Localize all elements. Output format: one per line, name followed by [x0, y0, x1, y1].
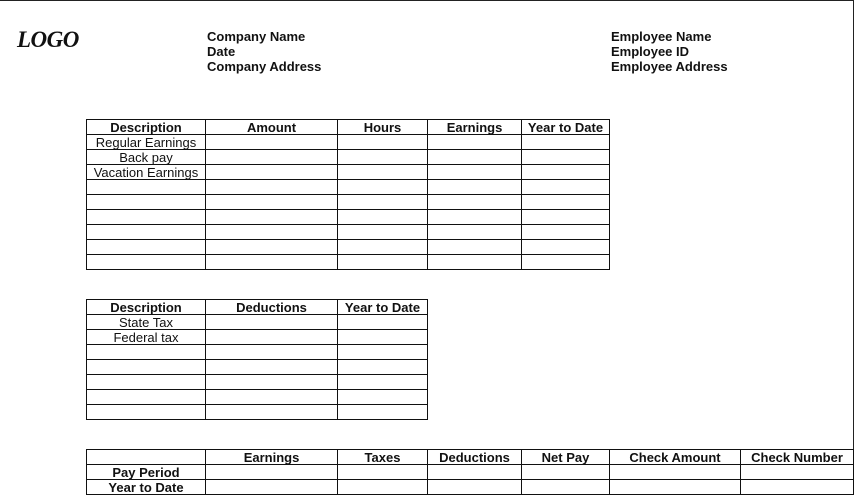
earnings-cell[interactable]: [206, 150, 338, 165]
earnings-cell[interactable]: [338, 255, 428, 270]
deductions-row: [87, 360, 428, 375]
earnings-cell[interactable]: [338, 150, 428, 165]
deductions-row: [87, 345, 428, 360]
earnings-row-label: Regular Earnings: [87, 135, 206, 150]
summary-cell[interactable]: [428, 465, 522, 480]
summary-column-header: Check Amount: [610, 450, 741, 465]
summary-row-label: Pay Period: [87, 465, 206, 480]
deductions-row-label: [87, 375, 206, 390]
earnings-cell[interactable]: [522, 210, 610, 225]
deductions-header-row: [87, 300, 428, 315]
earnings-cell[interactable]: [428, 240, 522, 255]
summary-column-header: Deductions: [428, 450, 522, 465]
earnings-column-header: Earnings: [428, 120, 522, 135]
earnings-table: [86, 119, 610, 270]
earnings-cell[interactable]: [338, 210, 428, 225]
earnings-cell[interactable]: [206, 195, 338, 210]
employee-info: [611, 29, 728, 74]
earnings-row-label: [87, 210, 206, 225]
deductions-cell[interactable]: [206, 390, 338, 405]
earnings-cell[interactable]: [522, 165, 610, 180]
deductions-row: [87, 405, 428, 420]
deductions-cell[interactable]: [338, 345, 428, 360]
earnings-cell[interactable]: [206, 225, 338, 240]
earnings-cell[interactable]: [206, 180, 338, 195]
earnings-row: [87, 150, 610, 165]
earnings-cell[interactable]: [428, 180, 522, 195]
earnings-cell[interactable]: [522, 180, 610, 195]
deductions-table: [86, 299, 428, 420]
earnings-row-label: Vacation Earnings: [87, 165, 206, 180]
summary-cell[interactable]: [338, 465, 428, 480]
summary-column-header: Net Pay: [522, 450, 610, 465]
summary-column-header: [87, 450, 206, 465]
earnings-column-header: Description: [87, 120, 206, 135]
earnings-cell[interactable]: [338, 165, 428, 180]
deductions-column-header: Deductions: [206, 300, 338, 315]
summary-cell[interactable]: [428, 480, 522, 495]
deductions-cell[interactable]: [206, 405, 338, 420]
earnings-column-header: Hours: [338, 120, 428, 135]
earnings-row: [87, 180, 610, 195]
company-date: Date: [207, 44, 236, 59]
earnings-cell[interactable]: [428, 135, 522, 150]
earnings-cell[interactable]: [428, 255, 522, 270]
earnings-header-row: [87, 120, 610, 135]
deductions-row: [87, 375, 428, 390]
deductions-row-label: State Tax: [87, 315, 206, 330]
deductions-cell[interactable]: [338, 330, 428, 345]
summary-row-label: Year to Date: [87, 480, 206, 495]
deductions-cell[interactable]: [338, 360, 428, 375]
deductions-cell[interactable]: [206, 315, 338, 330]
earnings-row: [87, 165, 610, 180]
deductions-row: [87, 315, 428, 330]
earnings-cell[interactable]: [428, 195, 522, 210]
earnings-cell[interactable]: [338, 180, 428, 195]
summary-row: [87, 465, 854, 480]
summary-header-row: [87, 450, 854, 465]
deductions-cell[interactable]: [338, 390, 428, 405]
earnings-row: [87, 240, 610, 255]
earnings-row: [87, 255, 610, 270]
earnings-cell[interactable]: [338, 135, 428, 150]
summary-table: [86, 449, 854, 495]
summary-cell[interactable]: [741, 480, 854, 495]
earnings-cell[interactable]: [338, 195, 428, 210]
deductions-cell[interactable]: [206, 360, 338, 375]
summary-cell[interactable]: [610, 480, 741, 495]
summary-column-header: Taxes: [338, 450, 428, 465]
earnings-cell[interactable]: [522, 240, 610, 255]
deductions-row-label: [87, 345, 206, 360]
earnings-cell[interactable]: [428, 150, 522, 165]
employee-id: Employee ID: [611, 44, 690, 59]
deductions-row: [87, 330, 428, 345]
deductions-row-label: [87, 405, 206, 420]
summary-cell[interactable]: [610, 465, 741, 480]
summary-column-header: Check Number: [741, 450, 854, 465]
earnings-cell[interactable]: [206, 255, 338, 270]
earnings-row: [87, 225, 610, 240]
earnings-cell[interactable]: [428, 165, 522, 180]
employee-name: Employee Name: [611, 29, 712, 44]
summary-cell[interactable]: [338, 480, 428, 495]
summary-column-header: Earnings: [206, 450, 338, 465]
earnings-row-label: [87, 195, 206, 210]
earnings-cell[interactable]: [428, 225, 522, 240]
deductions-cell[interactable]: [206, 375, 338, 390]
summary-cell[interactable]: [522, 480, 610, 495]
earnings-row: [87, 195, 610, 210]
earnings-row-label: [87, 225, 206, 240]
summary-cell[interactable]: [522, 465, 610, 480]
logo: LOGO: [17, 27, 79, 52]
earnings-cell[interactable]: [206, 165, 338, 180]
earnings-cell[interactable]: [206, 240, 338, 255]
earnings-cell[interactable]: [206, 210, 338, 225]
earnings-cell[interactable]: [338, 240, 428, 255]
deductions-row: [87, 390, 428, 405]
deductions-cell[interactable]: [206, 330, 338, 345]
earnings-cell[interactable]: [338, 225, 428, 240]
earnings-row: [87, 135, 610, 150]
page-border-top: [0, 0, 854, 1]
company-info: [207, 29, 321, 74]
earnings-row-label: [87, 240, 206, 255]
earnings-cell[interactable]: [206, 135, 338, 150]
deductions-cell[interactable]: [338, 315, 428, 330]
summary-cell[interactable]: [206, 480, 338, 495]
earnings-cell[interactable]: [522, 225, 610, 240]
deductions-cell[interactable]: [338, 405, 428, 420]
deductions-row-label: Federal tax: [87, 330, 206, 345]
deductions-cell[interactable]: [206, 345, 338, 360]
earnings-cell[interactable]: [522, 150, 610, 165]
deductions-column-header: Year to Date: [338, 300, 428, 315]
company-address: Company Address: [207, 59, 322, 74]
earnings-cell[interactable]: [522, 255, 610, 270]
earnings-cell[interactable]: [522, 195, 610, 210]
deductions-row-label: [87, 360, 206, 375]
earnings-row-label: Back pay: [87, 150, 206, 165]
earnings-row: [87, 210, 610, 225]
earnings-cell[interactable]: [428, 210, 522, 225]
deductions-column-header: Description: [87, 300, 206, 315]
earnings-cell[interactable]: [522, 135, 610, 150]
earnings-column-header: Amount: [206, 120, 338, 135]
summary-cell[interactable]: [206, 465, 338, 480]
deductions-row-label: [87, 390, 206, 405]
earnings-column-header: Year to Date: [522, 120, 610, 135]
summary-row: [87, 480, 854, 495]
deductions-cell[interactable]: [338, 375, 428, 390]
company-name: Company Name: [207, 29, 306, 44]
employee-address: Employee Address: [611, 59, 728, 74]
earnings-row-label: [87, 255, 206, 270]
summary-cell[interactable]: [741, 465, 854, 480]
earnings-row-label: [87, 180, 206, 195]
